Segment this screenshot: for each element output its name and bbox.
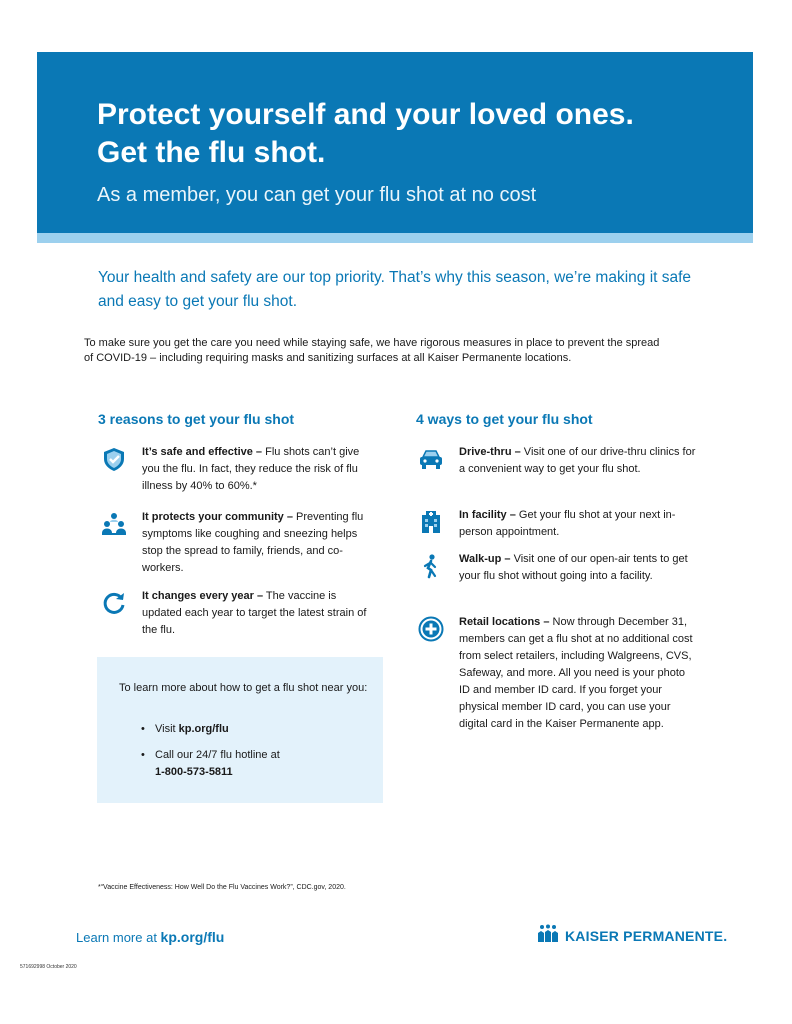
reasons-heading: 3 reasons to get your flu shot — [98, 411, 295, 427]
reason-title: It protects your community – — [142, 511, 293, 523]
way-item-drive-thru — [418, 446, 698, 496]
intro-lead: Your health and safety are our top priority. That’s why this season, we’re making it safe and easy to get your flu shot. — [98, 269, 692, 310]
learn-more-callout — [97, 657, 383, 803]
document-code: 571692998 October 2020 — [20, 964, 77, 970]
learn-more-link[interactable]: kp.org/flu — [160, 929, 225, 945]
reason-title: It changes every year – — [142, 590, 264, 602]
way-text: Visit one of our open-air tents to get your flu shot without going into a facility. — [459, 553, 688, 582]
way-item-in-facility — [418, 509, 698, 549]
callout-visit-item — [141, 721, 361, 738]
walking-person-icon — [418, 553, 444, 579]
reason-text: Preventing flu symptoms like coughing and sneezing helps stop the spread to family, friends, and co-workers. — [142, 511, 364, 574]
reason-text: The vaccine is updated each year to target the latest strain of the flu. — [142, 590, 367, 636]
learn-more-line — [76, 929, 224, 945]
car-icon — [418, 446, 444, 472]
headline — [97, 96, 737, 172]
reason-item-community — [101, 511, 376, 581]
reason-item-safe — [101, 446, 376, 506]
reason-text: Flu shots can’t give you the flu. In fact, they reduce the risk of flu illness by 40% to 60%.* — [142, 446, 360, 492]
community-people-icon — [101, 511, 127, 537]
headline-line-1: Protect yourself and your loved ones. — [97, 98, 634, 131]
way-title: In facility – — [459, 509, 516, 521]
callout-intro: To learn more about how to get a flu shot near you: — [119, 682, 368, 694]
kaiser-permanente-logo — [537, 925, 727, 947]
callout-visit-prefix: Visit — [155, 723, 179, 735]
callout-hotline-number[interactable]: 1-800-573-5811 — [155, 766, 233, 778]
refresh-cycle-icon — [101, 590, 127, 616]
header-banner — [37, 52, 753, 233]
medical-cross-icon — [418, 616, 444, 642]
way-item-retail — [418, 616, 703, 781]
shield-check-icon — [101, 446, 127, 472]
callout-visit-link[interactable]: kp.org/flu — [178, 723, 229, 735]
reason-item-changes — [101, 590, 376, 645]
way-title: Drive-thru – — [459, 446, 521, 458]
way-item-walk-up — [418, 553, 698, 603]
header-accent-stripe — [37, 233, 753, 243]
kp-symbol-icon — [537, 924, 559, 949]
intro-body: To make sure you get the care you need while staying safe, we have rigorous measures in place to prevent the spread of COVID-19 – including requiring masks and sanitizing surfaces at all Kaiser Permanente locations. — [84, 337, 660, 364]
headline-line-2: Get the flu shot. — [97, 136, 326, 169]
way-text: Visit one of our drive-thru clinics for a convenient way to get your flu shot. — [459, 446, 696, 475]
callout-hotline-text: Call our 24/7 flu hotline at — [155, 749, 280, 761]
way-text: Now through December 31, members can get a flu shot at no additional cost from select retailers, including Walgreens, CVS, Safeway, and more. All you need is your photo ID and member ID card. If you forget your physical member ID card, you can use your digital card in the Kaiser Permanente app. — [459, 616, 693, 730]
logo-wordmark: KAISER PERMANENTE. — [565, 928, 728, 944]
hospital-building-icon — [418, 509, 444, 535]
reason-title: It’s safe and effective – — [142, 446, 263, 458]
callout-hotline-item — [141, 747, 361, 781]
subheadline: As a member, you can get your flu shot at no cost — [97, 184, 537, 206]
learn-more-prefix: Learn more at — [76, 930, 161, 945]
ways-heading: 4 ways to get your flu shot — [416, 411, 593, 427]
callout-list — [141, 721, 361, 790]
way-text: Get your flu shot at your next in-person appointment. — [459, 509, 676, 538]
way-title: Retail locations – — [459, 616, 550, 628]
footnote: *“Vaccine Effectiveness: How Well Do the Flu Vaccines Work?”, CDC.gov, 2020. — [98, 884, 346, 891]
way-title: Walk-up – — [459, 553, 511, 565]
